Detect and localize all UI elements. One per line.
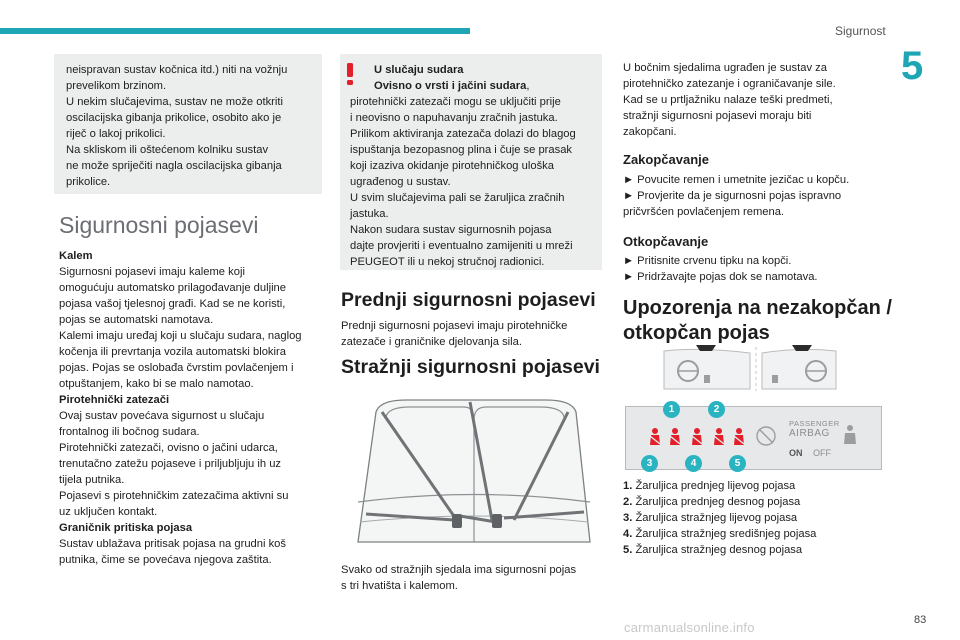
body-line: pojas se automatski namotava. [59,314,214,326]
airbag-label: AIRBAG [789,428,830,439]
step-line: pričvršćen povlačenjem remena. [623,206,785,218]
dashboard-location-illustration [660,345,840,393]
warning-line: PEUGEOT ili u nekoj stručnoj radionici. [350,256,545,268]
warning-line: koji izaziva okidanje pirotehničkog uloška [350,160,554,172]
body-line: s tri hvatišta i kalemom. [341,580,458,592]
chapter-number: 5 [901,44,924,88]
seatbelt-lamp-icons [650,428,744,445]
step-line: ► Provjerite da je sigurnosni pojas ispravno [623,190,842,202]
body-line: frontalnog ili bočnog sudara. [59,426,200,438]
exclamation-icon [342,62,358,86]
crash-warning-box [340,54,602,270]
kalem-heading: Kalem [59,250,93,262]
box-line: U nekim slučajevima, sustav ne može otkriti [66,96,283,108]
body-line: Pojasevi s pirotehničkim zatezačima aktivni su [59,490,289,502]
warning-line: ispuštanja bezopasnog plina i čuje se prasak [350,144,573,156]
lamp-badge-1: 1 [663,401,680,418]
watermark: carmanualsonline.info [624,620,755,635]
box-line: ne može spriječiti nagla oscilacijska gibanja [66,160,282,172]
warning-line: pirotehnički zatezači mogu se uključiti prije [350,96,561,108]
body-line: Kad se u prtljažniku nalaze teški predmeti, [623,94,833,106]
box-line: oscilacijska gibanja prikolice, osobito ako je [66,112,282,124]
body-line: Prednji sigurnosni pojasevi imaju pirotehničke [341,320,568,332]
lamp-legend [623,478,893,558]
fasten-steps [623,172,893,220]
rear-belts-body [341,562,603,594]
body-line: putnika, čime se povećava njegova zaštita. [59,554,272,566]
box-line: riječ o lakoj prikolici. [66,128,166,140]
page-number: 83 [914,614,927,626]
warning-line: i neovisno o napuhavanju zračnih jastuka. [350,112,558,124]
body-line: U bočnim sjedalima ugrađen je sustav za [623,62,827,74]
passenger-seat-icon [844,425,856,444]
front-belts-body [341,318,603,350]
step-line: ► Pridržavajte pojas dok se namotava. [623,271,818,283]
body-line: Ovaj sustav povećava sigurnost u slučaju [59,410,265,422]
warning-line: ugrađenog u sustav. [350,176,451,188]
warning-subtitle-comma: , [526,80,530,92]
front-belts-title: Prednji sigurnosni pojasevi [341,289,596,311]
legend-item: 2. Žaruljica prednjeg desnog pojasa [623,496,801,508]
rear-belts-title: Stražnji sigurnosni pojasevi [341,356,600,378]
unfasten-steps [623,253,893,285]
unbuckled-warning-title: Upozorenja na nezakopčan / otkopčan pojas [623,297,892,344]
body-line: pirotehničko zatezanje i ograničavanje sile. [623,78,836,90]
lamp-badge-4: 4 [685,455,702,472]
seatbelts-body [59,248,329,568]
body-line: kočenja ili prevrtanja vozila automatski blokira [59,346,286,358]
passenger-label: PASSENGER [789,419,840,428]
warning-line: Nakon sudara sustav sigurnosnih pojasa [350,224,552,236]
body-line: Pirotehnički zatezači, ovisno o jačini udarca, [59,442,278,454]
side-seats-intro [623,60,893,140]
warning-line: Prilikom aktiviranja zatezača dolazi do blagog [350,128,576,140]
body-line: zakopčani. [623,126,677,138]
lamp-badge-5: 5 [729,455,746,472]
body-line: Sigurnosni pojasevi imaju kaleme koji [59,266,245,278]
lamp-badge-3: 3 [641,455,658,472]
body-line: zatezače i graničnike djelovanja sila. [341,336,522,348]
airbag-off-label: OFF [813,448,831,458]
body-line: otpuštanjem, kako bi se malo namotao. [59,378,254,390]
pyro-heading: Pirotehnički zatezači [59,394,170,406]
section-title: Sigurnost [835,24,886,38]
limiter-heading: Graničnik pritiska pojasa [59,522,193,534]
body-line: Kalemi imaju uređaj koji u slučaju sudara, naglog [59,330,302,342]
box-line: prevelikom brzinom. [66,80,167,92]
unfasten-title: Otkopčavanje [623,234,709,249]
fasten-title: Zakopčavanje [623,152,709,167]
section-title-seatbelts: Sigurnosni pojasevi [59,212,259,238]
airbag-on-label: ON [789,448,803,458]
box-line: neispravan sustav kočnica itd.) niti na vožnju [66,64,288,76]
lamp-badge-2: 2 [708,401,725,418]
body-line: Svako od stražnjih sjedala ima sigurnosni pojas [341,564,577,576]
body-line: pojas. Pojas se oslobađa čvrstim povlačenjem i [59,362,294,374]
legend-item: 4. Žaruljica stražnjeg središnjeg pojasa [623,528,817,540]
box-line: Na skliskom ili oštećenom kolniku sustav [66,144,269,156]
step-line: ► Pritisnite crvenu tipku na kopči. [623,255,792,267]
legend-item: 3. Žaruljica stražnjeg lijevog pojasa [623,512,798,524]
box-line: prikolice. [66,176,111,188]
step-line: ► Povucite remen i umetnite jezičac u kopču. [623,174,850,186]
warning-line: U svim slučajevima pali se žaruljica zračnih [350,192,565,204]
legend-item: 5. Žaruljica stražnjeg desnog pojasa [623,544,803,556]
airbag-off-icon [757,427,775,445]
warning-title: U slučaju sudara [374,64,464,76]
legend-item: 1. Žaruljica prednjeg lijevog pojasa [623,480,796,492]
warning-subtitle: Ovisno o vrsti i jačini sudara [374,80,527,92]
body-line: pojasa vašoj tjelesnoj građi. Kad se ne koristi, [59,298,286,310]
warning-line: dajte provjeriti i eventualno zamijeniti u mreži [350,240,573,252]
body-line: tijela putnika. [59,474,125,486]
body-line: Sustav ublažava pritisak pojasa na grudni koš [59,538,286,550]
body-line: uz uključen kontakt. [59,506,158,518]
warning-line: jastuka. [350,208,389,220]
towing-note-box [54,54,322,194]
header-accent-bar [0,28,470,34]
body-line: trenutačno zatežu pojaseve i priljubljuju ih uz [59,458,282,470]
body-line: omogućuju automatsko prilagođavanje duljine [59,282,287,294]
body-line: stražnji sigurnosni pojasevi moraju biti [623,110,812,122]
rear-seat-illustration [346,392,602,552]
